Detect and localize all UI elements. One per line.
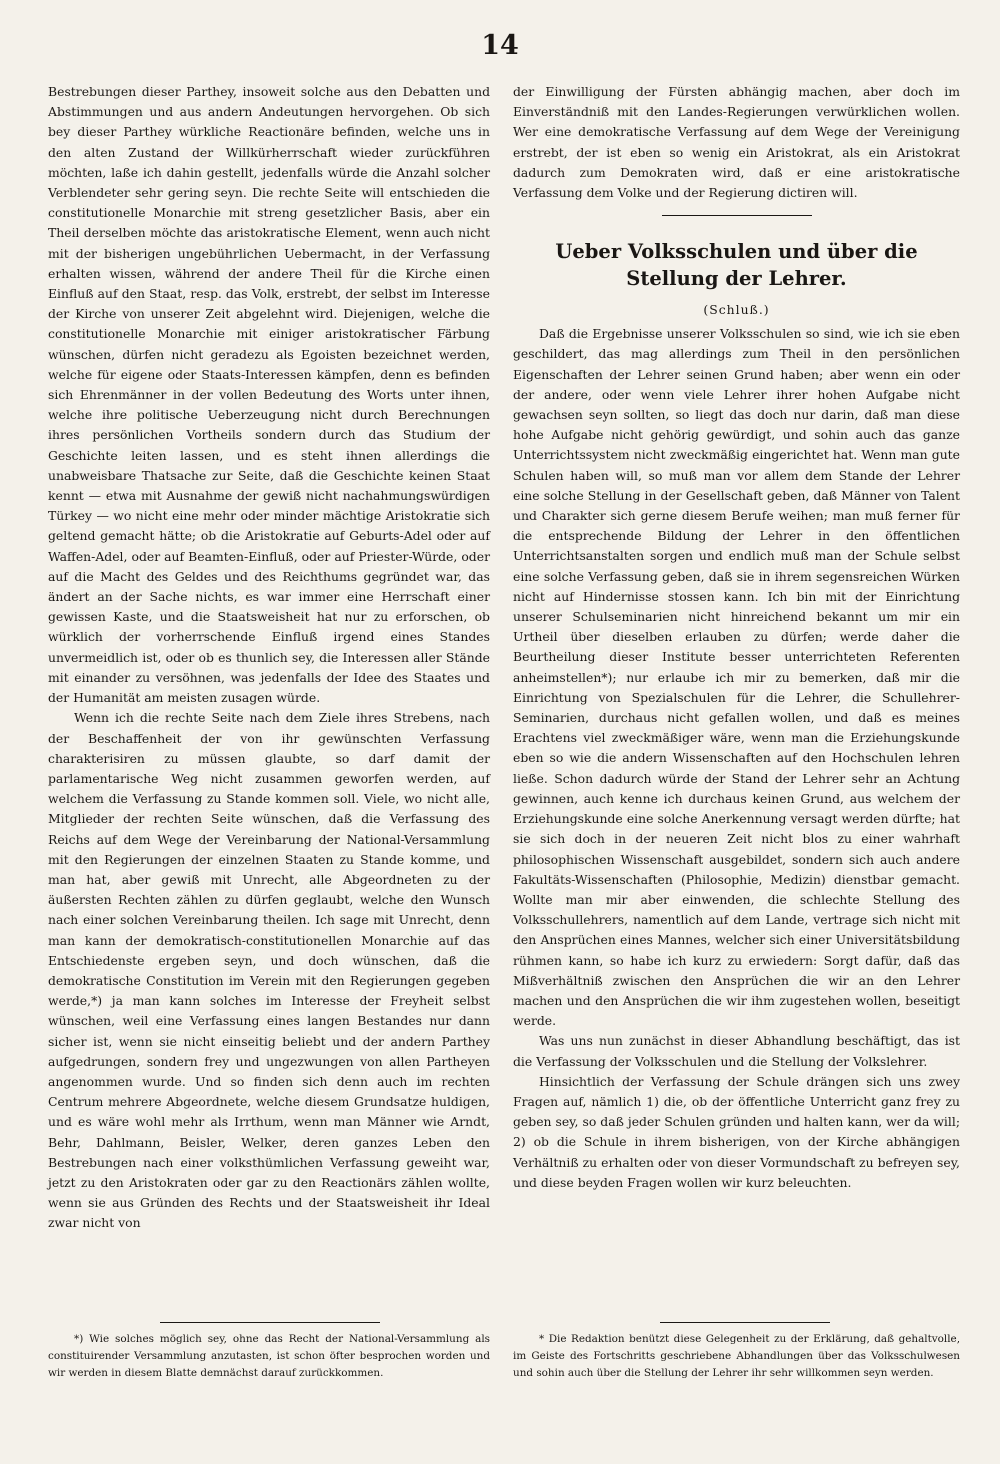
left-paragraph-1: Bestrebungen dieser Parthey, insoweit solche aus den Debatten und Abstimmungen und aus andern Andeutungen hervorgehen. Ob sich bey dieser Parthey würkliche Reactionäre befinden, welche uns in den alten Zustand der Willkürherrschaft wieder zurückführen möchten, laße ich dahin gestellt, jedenfalls würde die Anzahl solcher Verblendeter sehr gering seyn. Die rechte Seite will entschieden die constitutionelle Monarchie mit streng gesetzlicher Basis, aber ein Theil derselben möchte das aristokratische Element, wenn auch nicht mit der bisherigen ungebührlichen Uebermacht, in der Verfassung erhalten wissen, während der andere Theil für die Kirche einen Einfluß auf den Staat, resp. das Volk, erstrebt, der selbst im Interesse der Kirche von unserer Zeit abgelehnt wird. Diejenigen, welche die constitutionelle Monarchie mit einiger aristokratischer Färbung wünschen, dürfen nicht geradezu als Egoisten bezeichnet werden, welche für eigene oder Staats-Interessen kämpfen, denn es befinden sich Ehrenmänner in der vollen Bedeutung des Worts unter ihnen, welche ihre politische Ueberzeugung nicht durch Berechnungen ihres persönlichen Vortheils sondern durch das Studium der Geschichte leiten lassen, und es steht ihnen allerdings die unabweisbare Thatsache zur Seite, daß die Geschichte keinen Staat kennt — etwa mit Ausnahme der gewiß nicht nachahmungswürdigen Türkey — wo nicht eine mehr oder minder mächtige Aristokratie sich geltend gemacht hätte; ob die Aristokratie auf Geburts-Adel oder auf Waffen-Adel, oder auf Beamten-Einfluß, oder auf Priester-Würde, oder auf die Macht des Geldes und des Reichthums gegründet war, das ändert an der Sache nichts, es war immer eine Herrschaft einer gewissen Kaste, und die Staatsweisheit hat nur zu erforschen, ob würklich der vorherrschende Einfluß irgend eines Standes unvermeidlich ist, oder ob es thunlich sey, die Interessen aller Stände mit einander zu versöhnen, was jedenfalls der Idee des Staates und der Humanität am meisten zusagen würde.	[48, 84, 490, 706]
page-number: 14	[481, 30, 519, 61]
right-paragraph-2: Daß die Ergebnisse unserer Volksschulen so sind, wie ich sie eben geschildert, das mag allerdings zum Theil in den persönlichen Eigenschaften der Lehrer seinen Grund haben; aber wenn ein oder der andere, oder wenn viele Lehrer ihrer hohen Aufgabe nicht gewachsen seyn sollten, so liegt das doch nur darin, daß man diese hohe Aufgabe nicht gehörig gewürdigt, und sohin auch das ganze Unterrichtssystem nicht zweckmäßig eingerichtet hat. Wenn man gute Schulen haben will, so muß man vor allem dem Stande der Lehrer eine solche Stellung in der Gesellschaft geben, daß Männer von Talent und Charakter sich gerne diesem Berufe weihen; man muß ferner für die entsprechende Bildung der Lehrer in den öffentlichen Unterrichtsanstalten sorgen und endlich muß man der Schule selbst eine solche Verfassung geben, daß sie in ihrem segensreichen Würken nicht auf Hindernisse stossen kann. Ich bin mit der Einrichtung unserer Schulseminarien nicht hinreichend bekannt um mir ein Urtheil über dieselben erlauben zu dürfen; werde daher die Beurtheilung dieser Institute besser unterrichteten Referenten anheimstellen*); nur erlaube ich mir zu bemerken, daß mir die Einrichtung von Spezialschulen für die Lehrer, die Schullehrer-Seminarien, durchaus nicht gefallen wollen, und daß es meines Erachtens viel zweckmäßiger wäre, wenn man die Erziehungskunde eben so wie die andern Wissenschaften auf den Hochschulen lehren ließe. Schon dadurch würde der Stand der Lehrer sehr an Achtung gewinnen, auch kenne ich durchaus keinen Grund, aus welchem der Erziehungskunde eine solche Anerkennung versagt werden dürfte; hat sie sich doch in der neueren Zeit nicht blos zu einer wahrhaft philosophischen Wissenschaft ausgebildet, sondern sich auch andere Fakultäts-Wissenschaften (Philosophie, Medizin) dienstbar gemacht. Wollte man mir aber einwenden, die schlechte Stellung des Volksschullehrers, namentlich auf dem Lande, vertrage sich nicht mit den Ansprüchen eines Mannes, welcher sich einer Universitätsbildung rühmen kann, so habe ich kurz zu erwiedern: Sorgt dafür, daß das Mißverhältniß zwischen den Ansprüchen die wir an den Lehrer machen und den Ansprüchen die wir ihm zugestehen wollen, beseitigt werde.	[513, 326, 960, 1029]
right-paragraph-3: Was uns nun zunächst in dieser Abhandlung beschäftigt, das ist die Verfassung der Volksschulen und die Stellung der Volkslehrer.	[513, 1033, 960, 1069]
footnote-left-text: *) Wie solches möglich sey, ohne das Recht der National-Versammlung als constituirender Versammlung anzutasten, ist schon öfter besprochen worden und wir werden in diesem Blatte demnächst darauf zurückkommen.	[48, 1333, 490, 1380]
footnote-divider-left	[160, 1322, 380, 1323]
left-paragraph-2: Wenn ich die rechte Seite nach dem Ziele ihres Strebens, nach der Beschaffenheit der von ihr gewünschten Verfassung charakterisiren zu müssen glaubte, so darf damit der parlamentarische Weg nicht zusammen geworfen werden, auf welchem die Verfassung zu Stande kommen soll. Viele, wo nicht alle, Mitglieder der rechten Seite wünschen, daß die Verfassung des Reichs auf dem Wege der Vereinbarung der National-Versammlung mit den Regierungen der einzelnen Staaten zu Stande komme, und man hat, aber gewiß mit Unrecht, alle Abgeordneten zu der äußersten Rechten zählen zu dürfen geglaubt, welche den Wunsch nach einer solchen Vereinbarung theilen. Ich sage mit Unrecht, denn man kann der demokratisch-constitutionellen Monarchie auf das Entschiedenste ergeben seyn, und doch wünschen, daß die demokratische Constitution im Verein mit den Regierungen gegeben werde,*) ja man kann solches im Interesse der Freyheit selbst wünschen, weil eine Verfassung eines langen Bestandes nur dann sicher ist, wenn sie nicht einseitig beliebt und der andern Parthey aufgedrungen, sondern frey und ungezwungen von allen Partheyen angenommen wurde. Und so finden sich denn auch im rechten Centrum mehrere Abgeordnete, welche diesem Grundsatze huldigen, und es wäre wohl mehr als Irrthum, wenn man Männer wie Arndt, Behr, Dahlmann, Beisler, Welker, deren ganzes Leben den Bestrebungen nach einer volksthümlichen Verfassung geweiht war, jetzt zu den Aristokraten oder gar zu den Reactionärs zählen wollte, wenn sie aus Gründen des Rechts und der Staatsweisheit ihr Ideal zwar nicht von	[48, 710, 490, 1231]
footnote-right-text: * Die Redaktion benützt diese Gelegenheit zu der Erklärung, daß gehaltvolle, im Geiste des Fortschritts geschriebene Abhandlungen über das Volksschulwesen und sohin auch über die Stellung der Lehrer ihr sehr willkommen seyn werden.	[513, 1333, 960, 1380]
left-column	[48, 82, 490, 1234]
article-subtitle: (Schluß.)	[703, 302, 770, 318]
footnote-left	[48, 1331, 490, 1383]
right-paragraph-4: Hinsichtlich der Verfassung der Schule drängen sich uns zwey Fragen auf, nämlich 1) die, ob der öffentliche Unterricht ganz frey zu geben sey, so daß jeder Schulen gründen und halten kann, wer da will; 2) ob die Schule in ihrem bisherigen, von der Kirche abhängigen Verhältniß zu erhalten oder von dieser Vormundschaft zu befreyen sey, und diese beyden Fragen wollen wir kurz beleuchten.	[513, 1073, 960, 1190]
footnote-divider-right	[660, 1322, 830, 1323]
footnote-right	[513, 1331, 960, 1383]
section-divider	[662, 215, 812, 216]
right-paragraph-1: der Einwilligung der Fürsten abhängig machen, aber doch im Einverständniß mit den Landes-Regierungen verwürklichen wollen. Wer eine demokratische Verfassung auf dem Wege der Vereinigung erstrebt, der ist eben so wenig ein Aristokrat, als ein Aristokrat dadurch zum Demokraten wird, daß er eine aristokratische Verfassung dem Volke und der Regierung dictiren will.	[513, 84, 960, 201]
article-title: Ueber Volksschulen und über die Stellung der Lehrer.	[555, 240, 918, 291]
right-column	[513, 82, 960, 1193]
